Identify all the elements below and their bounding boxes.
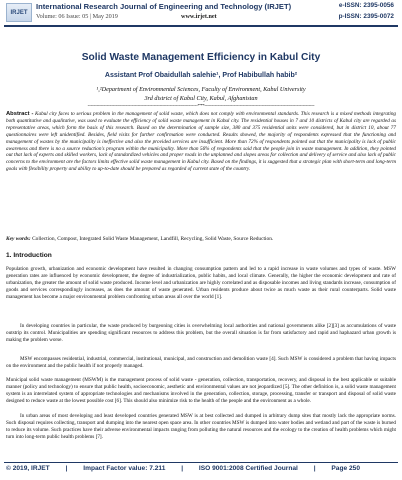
footer-divider xyxy=(4,462,398,463)
footer-separator: | xyxy=(313,465,316,472)
intro-paragraph-3-text: MSW encompasses residential, industrial, commercial, institutional, municipal, and construction and demolition waste [4]. Such MSW is considered a problem that having impacts on the environment and the public health if not properly managed. xyxy=(6,356,396,369)
keywords-label: Key words: xyxy=(6,236,31,242)
p-issn: p-ISSN: 2395-0072 xyxy=(338,13,394,20)
paper-authors: Assistant Prof Obaidullah salehie¹, Prof Habibullah habib² xyxy=(104,72,298,79)
footer-iso: ISO 9001:2008 Certified Journal xyxy=(198,465,298,472)
keywords xyxy=(6,236,396,242)
page-footer xyxy=(6,465,374,472)
keywords-text: Collection, Compost, Integrated Solid Waste Management, Landfill, Recycling, Solid Waste, Source Reduction. xyxy=(32,236,274,242)
section-separator: ---------------------------------------------------------------------------***--------------------------------------------------------------------------- xyxy=(87,104,315,109)
section-heading-introduction: 1. Introduction xyxy=(6,252,52,259)
footer-separator: | xyxy=(65,465,68,472)
affiliation-line-1: ¹,²Department of Environmental Sciences, Faculty of Environment, Kabul University xyxy=(96,86,306,93)
journal-header xyxy=(0,0,402,26)
affiliation-line-2: 3rd district of Kabul City, Kabul, Afghanistan xyxy=(144,95,258,102)
intro-paragraph-4: Municipal solid waste management (MSWM) is the management process of solid waste - generation, collection, transportation, recovery, and disposal in the best applicable or suitable manner (policy and technology) to ensure that public health, socioeconomic, aesthetic and environmental values are not jeopardized [5]. The other definition is, a solid waste management system is an interrelated system of appropriate technologies and mechanisms involved in the generation, collection, storage, processing, transfer or transport and disposal of solid waste designed to reduce waste at the lowest possible cost [6]. This should also minimize risk to the health of the people and the environment as a whole. xyxy=(6,377,396,404)
footer-impact-factor: Impact Factor value: 7.211 xyxy=(83,465,166,472)
intro-paragraph-2 xyxy=(6,323,396,344)
intro-paragraph-1: Population growth, urbanization and economic development have resulted in changing consumption pattern and led to a rapid increase in waste volumes and types of waste. MSW generation rates are influenced by economic development, the degree of industrialization, public habits, and local climate. Generally, the higher the economic development and rate of urbanization, the greater the amount of solid waste produced. Income level and urbanization are highly correlated and as disposable incomes and living standards increase, consumption of goods and services correspondingly increases, as does the amount of waste generated. Urban residents produce about twice as much waste as their rural counterparts. Solid waste management has become a major environmental problem confronting urban areas all over the world [1]. xyxy=(6,266,396,300)
journal-website-link[interactable]: www.irjet.net xyxy=(181,13,217,20)
footer-page-number: Page 250 xyxy=(331,465,360,472)
header-divider xyxy=(4,25,398,27)
journal-name: International Research Journal of Engineering and Technology (IRJET) xyxy=(36,2,292,11)
abstract-label: Abstract - xyxy=(6,111,34,117)
footer-copyright: © 2019, IRJET xyxy=(6,465,50,472)
e-issn: e-ISSN: 2395-0056 xyxy=(338,2,394,9)
abstract-text: Kabul city faces to serious problem in the management of solid waste, which does not comply with environmental standards. This research is a mixed methods integrating both quantitative and qualitative, was used to evaluate the efficiency of solid waste management in Kabul city. The residential houses in 7 and 10 districts of Kabul city are regarded as representative areas, which form the basis of this research. Based on the determination of sample size, 380 and 375 residential units were considered, but in district 10, about 77 questionnaires were left unidentified. Besides, field visits for further confirmation were conducted. Results showed, the majority of respondents expressed that the functioning and management of wastes by the municipality is ineffective and also the provided services are insufficient. More than 72% of respondents pointed out that the municipality is lack of public awareness and there is no a source reduction's program within the municipality. More than 56% of respondents said that the people join in waste management. In addition, they pointed out that lack of experts and skilled workers, lack of standardized vehicles and proper roads in the unplanned and slopes areas for collection and delivery of service and also lack of public concerns to the environment are the factors limits effective solid waste management in Kabul city. Based on the findings, it is suggested that a strategic plan with short-term and long-term goals with flexibility property and ability to up-to-date should be prepared as regarded of current state of the country. xyxy=(6,111,397,173)
footer-separator: | xyxy=(181,465,184,472)
abstract xyxy=(6,111,396,173)
intro-paragraph-3 xyxy=(6,356,396,370)
paper-title: Solid Waste Management Efficiency in Kabul City xyxy=(81,52,321,63)
intro-paragraph-2-text: In developing countries in particular, the waste produced by burgeoning cities is overwhelming local authorities and national governments alike [2][3] as accumulations of waste outstrip its control. Municipalities are spending significant resources to address this problem, but the overall situation is far from satisfactory and rapid and haphazard urban growth is making the problem worse. xyxy=(6,323,396,343)
intro-paragraph-5-text: In urban areas of most developing and least developed countries generated MSW is at best collected and dumped in arbitrary dump sites that mostly lack the appropriate norms. Such disposal requires collecting, transport and dumping into the nearest open space area. In other countries MSW is dumped into water bodies and wetland and part of the waste is burned to reduce its volume. Such practices have their adverse environmental impacts ranging from polluting the natural resources and the ecology to the creation of health problems which might turn into long-term public health problems [7]. xyxy=(6,413,396,440)
journal-logo: IRJET xyxy=(6,3,32,22)
volume-issue: Volume: 06 Issue: 05 | May 2019 xyxy=(36,13,118,20)
intro-paragraph-5 xyxy=(6,413,396,441)
